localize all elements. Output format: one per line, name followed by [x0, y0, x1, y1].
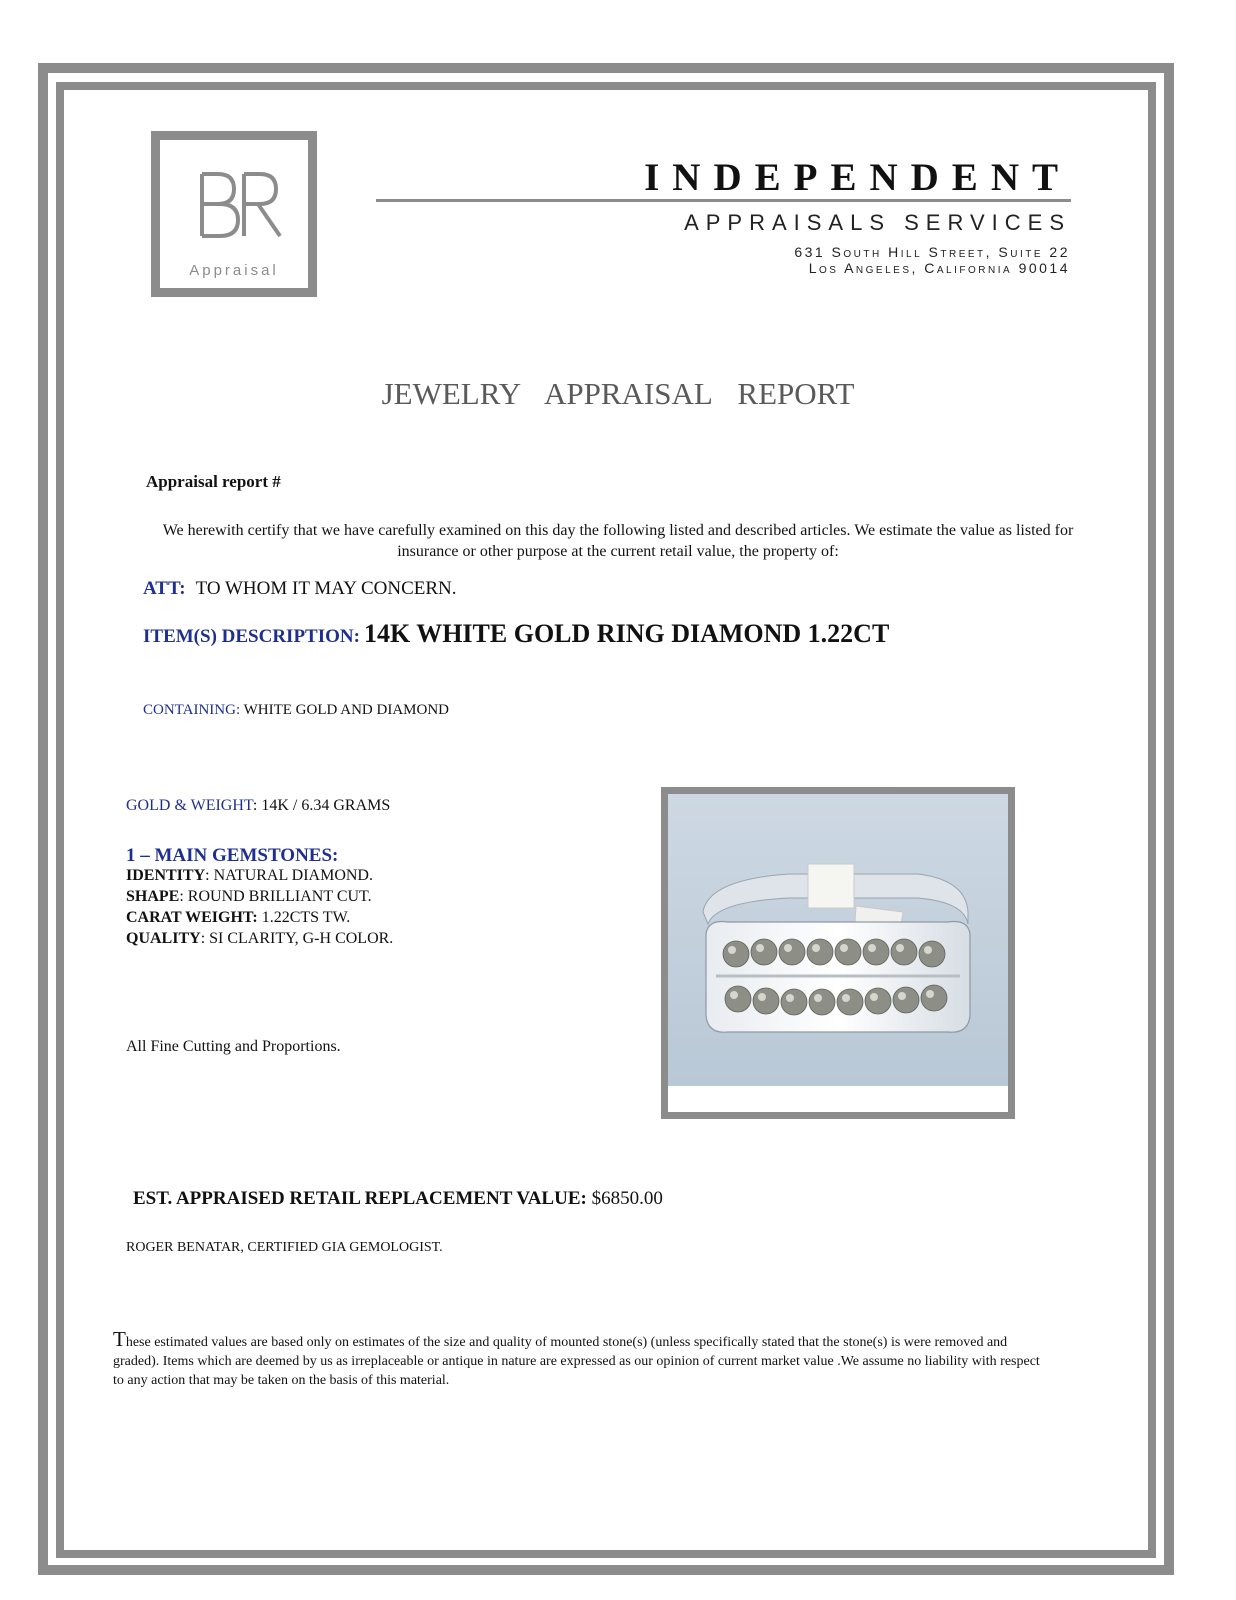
ring-image	[668, 794, 1008, 1112]
gemologist-signature: ROGER BENATAR, CERTIFIED GIA GEMOLOGIST.	[126, 1240, 443, 1255]
logo-word: Appraisal	[189, 262, 279, 279]
gold-value: : 14K / 6.34 GRAMS	[252, 797, 391, 814]
quality-line	[126, 930, 393, 948]
containing-label: CONTAINING:	[143, 702, 241, 718]
fine-cutting-note: All Fine Cutting and Proportions.	[126, 1038, 341, 1055]
shape-line	[126, 888, 372, 906]
br-monogram-logo	[188, 170, 288, 240]
gold-weight-line	[126, 797, 390, 815]
gemstones-heading: 1 – MAIN GEMSTONES:	[126, 845, 339, 866]
address-line-1: 631 South Hill Street, Suite 22	[794, 244, 1070, 260]
header-rule	[376, 199, 1071, 202]
att-label: ATT:	[143, 578, 186, 599]
shape-label: SHAPE	[126, 888, 180, 905]
gold-label: GOLD & WEIGHT	[126, 797, 253, 814]
company-subtitle: APPRAISALS SERVICES	[684, 210, 1071, 235]
shape-value: : ROUND BRILLIANT CUT.	[179, 888, 372, 905]
disclaimer-text: hese estimated values are based only on estimates of the size and quality of mounted stone(s) (unless specifically stated that the stone(s) is were removed and graded). Items which are deemed by us as irreplaceable or antique in nature are expressed as our opinion of current market value .We assume no liability with respect to any action that may be taken on the basis of this material.	[113, 1335, 1040, 1388]
ring-photo	[661, 787, 1015, 1119]
report-title: JEWELRY APPRAISAL REPORT	[381, 376, 855, 411]
item-label: ITEM(S) DESCRIPTION:	[143, 626, 360, 647]
identity-value: : NATURAL DIAMOND.	[205, 867, 373, 884]
att-value: TO WHOM IT MAY CONCERN.	[195, 578, 457, 599]
value-amount: $6850.00	[591, 1188, 663, 1209]
containing-value: WHITE GOLD AND DIAMOND	[243, 702, 449, 718]
identity-line	[126, 867, 373, 885]
appraisal-report-number: Appraisal report #	[146, 472, 281, 491]
value-label: EST. APPRAISED RETAIL REPLACEMENT VALUE:	[133, 1188, 587, 1209]
quality-value: : SI CLARITY, G-H COLOR.	[200, 930, 394, 947]
item-description	[143, 619, 889, 649]
item-value: 14K WHITE GOLD RING DIAMOND 1.22CT	[363, 619, 890, 648]
carat-line	[126, 909, 350, 927]
carat-value: 1.22CTS TW.	[257, 909, 351, 926]
quality-label: QUALITY	[126, 930, 201, 947]
certification-statement: We herewith certify that we have carefully examined on this day the following listed and described articles. We estimate the value as listed for insurance or other purpose at the current retail value, the property of:	[162, 522, 1074, 560]
appraised-value-line	[133, 1188, 663, 1210]
disclaimer	[113, 1327, 1043, 1390]
carat-label: CARAT WEIGHT:	[126, 909, 258, 926]
address-line-2: Los Angeles, California 90014	[808, 260, 1070, 276]
att-line	[143, 578, 457, 600]
appraisal-logo	[151, 131, 317, 297]
company-name: INDEPENDENT	[644, 156, 1071, 199]
containing-line	[143, 702, 449, 719]
identity-label: IDENTITY	[126, 867, 206, 884]
disclaimer-dropcap: T	[113, 1327, 126, 1351]
